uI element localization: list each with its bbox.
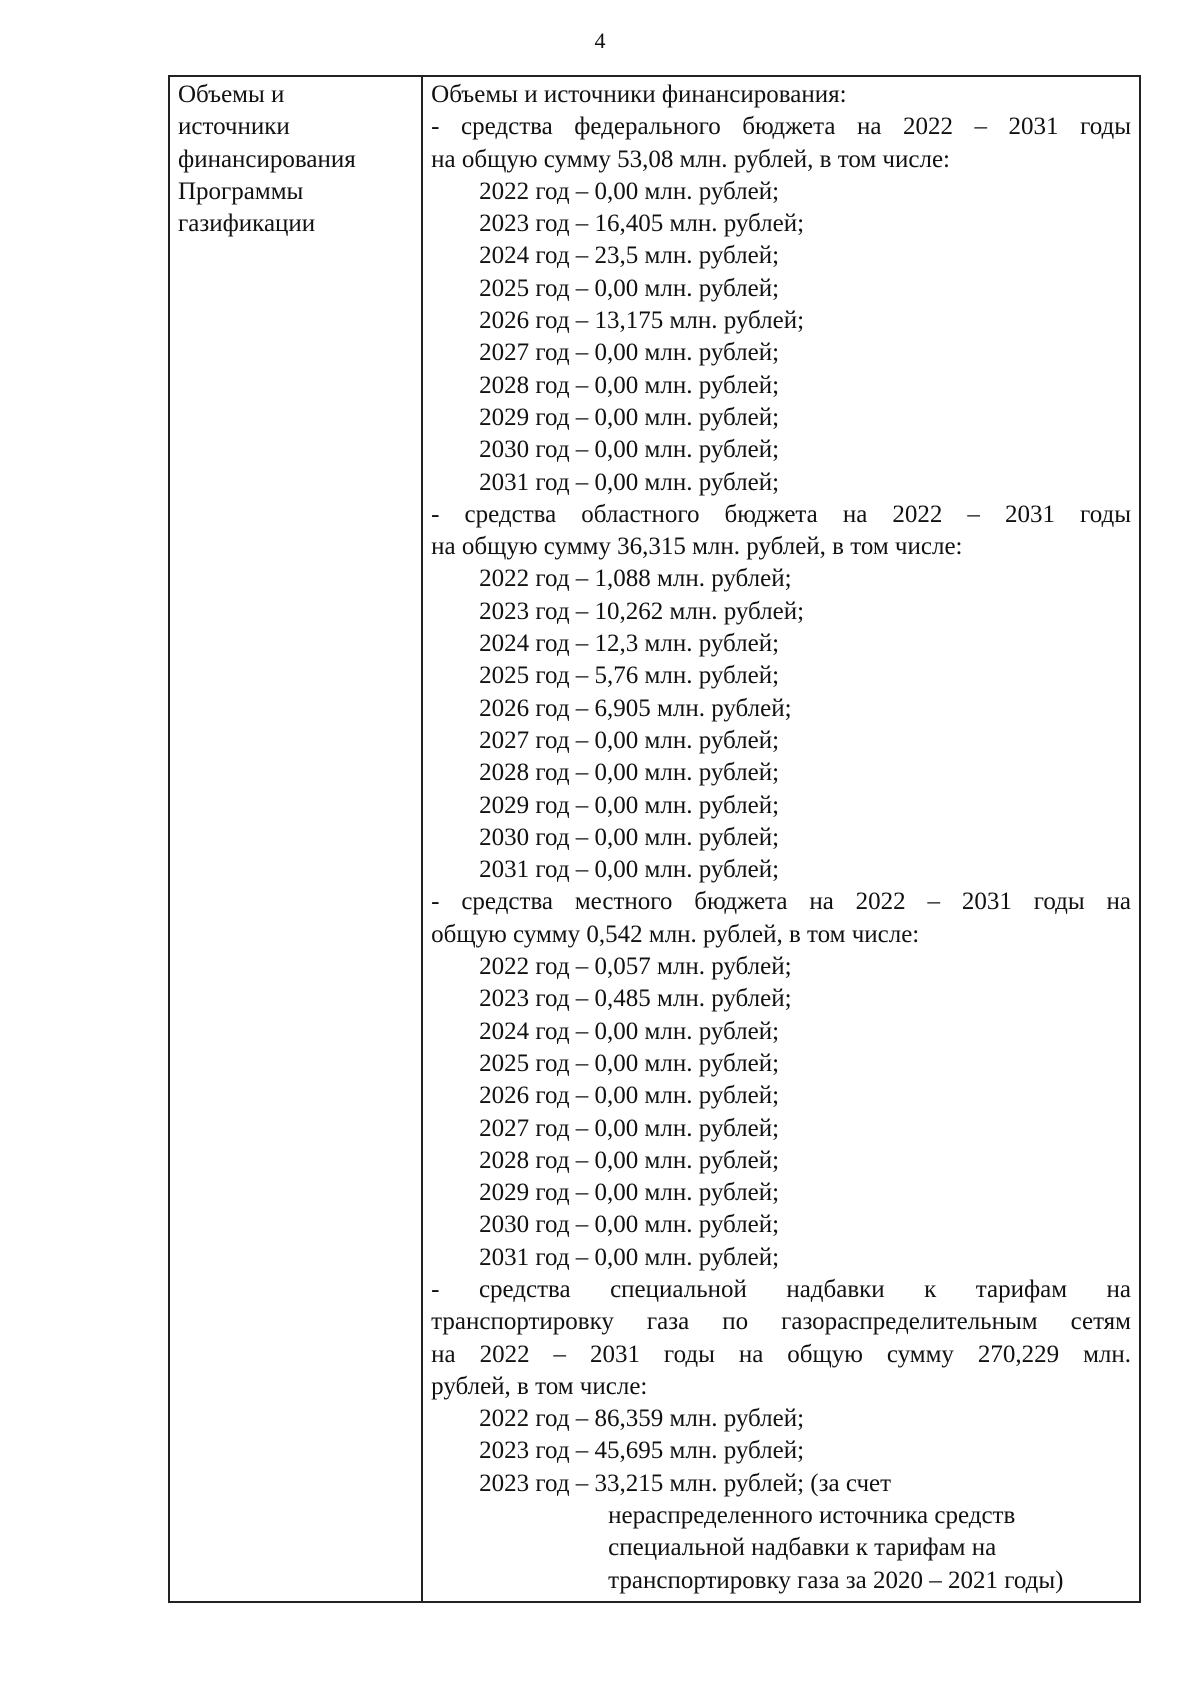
year-amount-line: 2028 год – 0,00 млн. рублей; <box>479 759 780 787</box>
year-amount-line: 2022 год – 0,057 млн. рублей; <box>479 953 792 981</box>
year-amount-line: 2026 год – 6,905 млн. рублей; <box>479 694 792 722</box>
year-amount-line: 2029 год – 0,00 млн. рублей; <box>479 791 780 819</box>
year-amount-line: 2022 год – 0,00 млн. рублей; <box>479 177 780 205</box>
section-intro-line: рублей, в том числе: <box>431 1372 648 1400</box>
row-label-line: финансирования <box>178 145 356 173</box>
section-intro-line: - средства областного бюджета на 2022 – 2031 годы <box>431 500 1131 528</box>
section-intro-line: - средства специальной надбавки к тарифам на <box>431 1275 1131 1303</box>
year-amount-line: 2026 год – 13,175 млн. рублей; <box>479 307 805 335</box>
row-label-line: Объемы и <box>178 81 285 108</box>
funding-section-local <box>431 886 1131 1274</box>
year-amount-line: 2026 год – 0,00 млн. рублей; <box>479 1082 780 1110</box>
row-label-line: источники <box>178 113 290 141</box>
year-amount-line: 2028 год – 0,00 млн. рублей; <box>479 371 780 399</box>
year-amount-line: 2029 год – 0,00 млн. рублей; <box>479 403 780 431</box>
page-number: 4 <box>594 28 606 53</box>
passport-table <box>168 75 1141 1603</box>
year-amount-line: 2023 год – 16,405 млн. рублей; <box>479 210 805 238</box>
section-intro-line: на общую сумму 36,315 млн. рублей, в том числе: <box>431 533 963 561</box>
year-amount-line: 2025 год – 0,00 млн. рублей; <box>479 274 780 302</box>
year-amount-line: 2027 год – 0,00 млн. рублей; <box>479 726 780 754</box>
row-label-cell <box>169 76 422 1602</box>
content-heading: Объемы и источники финансирования: <box>431 81 847 108</box>
year-amount-line: 2022 год – 86,359 млн. рублей; <box>479 1405 805 1433</box>
year-amount-line: 2022 год – 1,088 млн. рублей; <box>479 565 792 593</box>
year-amount-line: 2031 год – 0,00 млн. рублей; <box>479 856 780 884</box>
note-line: транспортировку газа за 2020 – 2021 годы) <box>608 1566 1064 1594</box>
year-amount-line: 2023 год – 45,695 млн. рублей; <box>479 1437 805 1465</box>
year-amount-line: 2024 год – 23,5 млн. рублей; <box>479 242 780 270</box>
section-intro-line: на общую сумму 53,08 млн. рублей, в том числе: <box>431 145 950 173</box>
year-amount-line: 2030 год – 0,00 млн. рублей; <box>479 823 780 851</box>
year-amount-line: 2027 год – 0,00 млн. рублей; <box>479 339 780 367</box>
year-amount-line: 2029 год – 0,00 млн. рублей; <box>479 1179 780 1207</box>
year-amount-line: 2028 год – 0,00 млн. рублей; <box>479 1146 780 1174</box>
note-line: нераспределенного источника средств <box>608 1502 1016 1530</box>
year-amount-line: 2025 год – 5,76 млн. рублей; <box>479 662 780 690</box>
year-amount-line: 2031 год – 0,00 млн. рублей; <box>479 1243 780 1271</box>
year-amount-line: 2023 год – 10,262 млн. рублей; <box>479 597 805 625</box>
funding-section-federal <box>431 111 1131 499</box>
section-intro-line: - средства местного бюджета на 2022 – 2031 годы на <box>431 888 1131 916</box>
year-amount-line: 2024 год – 0,00 млн. рублей; <box>479 1017 780 1045</box>
year-amount-line: 2024 год – 12,3 млн. рублей; <box>479 630 780 658</box>
section-intro-line: - средства федерального бюджета на 2022 – 2031 годы <box>431 113 1131 141</box>
row-label-line: Программы <box>178 177 304 205</box>
funding-section-regional <box>431 499 1131 887</box>
funding-section-tariff-surcharge <box>431 1274 1131 1597</box>
row-content-cell <box>422 76 1140 1602</box>
year-amount-line: 2030 год – 0,00 млн. рублей; <box>479 436 780 464</box>
note-line: специальной надбавки к тарифам на <box>608 1534 997 1562</box>
section-intro-line: общую сумму 0,542 млн. рублей, в том числе: <box>431 920 920 948</box>
year-amount-line: 2031 год – 0,00 млн. рублей; <box>479 468 780 496</box>
row-label-line: газификации <box>178 210 316 238</box>
year-amount-line: 2027 год – 0,00 млн. рублей; <box>479 1114 780 1142</box>
year-amount-line: 2023 год – 0,485 млн. рублей; <box>479 985 792 1013</box>
year-amount-line: 2030 год – 0,00 млн. рублей; <box>479 1211 780 1239</box>
section-intro-line: на 2022 – 2031 годы на общую сумму 270,229 млн. <box>431 1340 1131 1368</box>
section-intro-line: транспортировку газа по газораспределительным сетям <box>431 1308 1131 1336</box>
year-amount-line: 2023 год – 33,215 млн. рублей; (за счет <box>479 1469 892 1497</box>
table-row <box>169 76 1140 1602</box>
year-amount-line: 2025 год – 0,00 млн. рублей; <box>479 1049 780 1077</box>
